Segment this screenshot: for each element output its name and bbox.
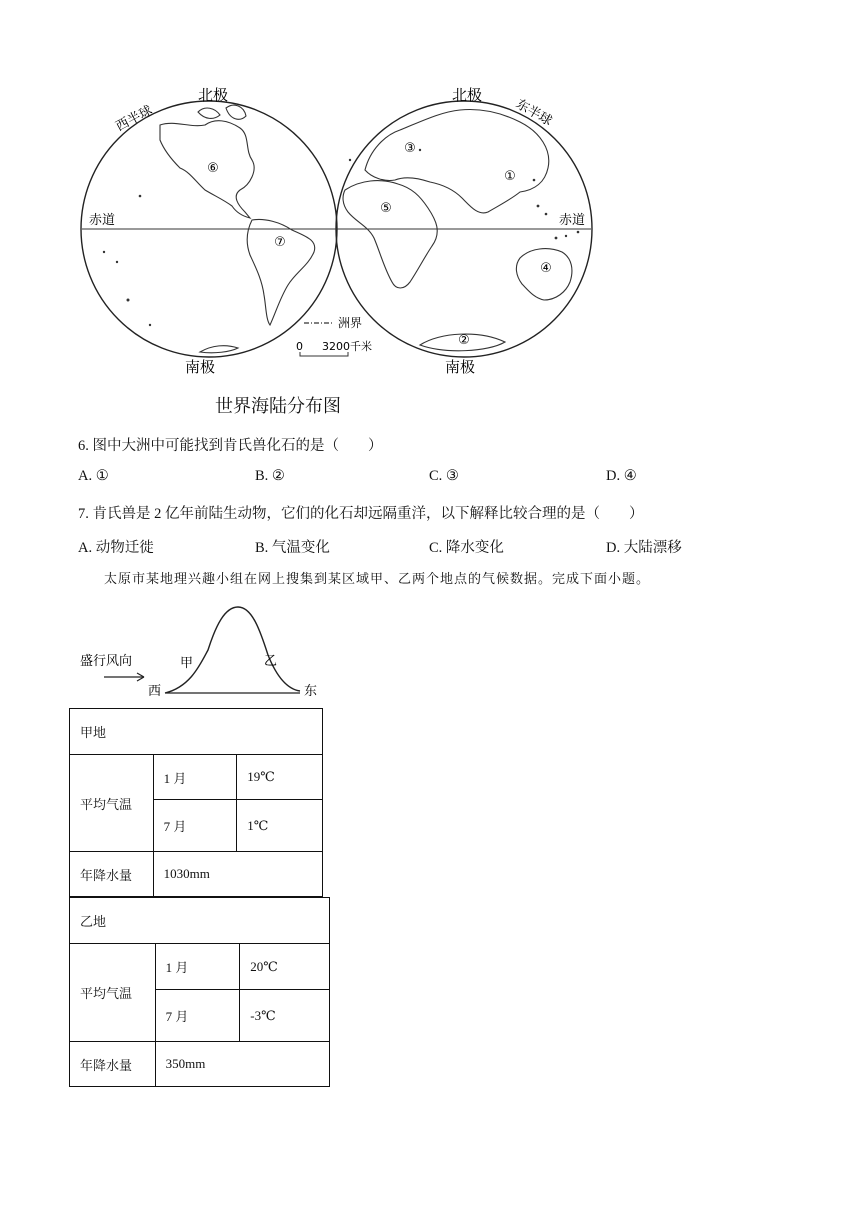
table-b-month-1: 1 月 [155,944,240,990]
table-a-precip: 1030mm [153,852,322,897]
table-a-month-1: 1 月 [153,755,237,800]
marker-2: ② [458,333,470,348]
mountain-diagram [60,595,340,705]
q7-option-d: D. 大陆漂移 [606,540,682,556]
eurasia-outline [365,110,549,213]
q7-option-c: C. 降水变化 [429,540,504,556]
west-hemisphere-label: 西半球 [113,103,156,135]
table-b-temp-7: -3℃ [240,990,330,1042]
table-b-month-7: 7 月 [155,990,240,1042]
equator-label-right: 赤道 [558,213,586,228]
world-map [0,0,860,390]
antarctica-west-outline [200,346,238,353]
asian-islands [349,149,580,240]
table-b-temp-label: 平均气温 [70,944,156,1042]
equator-label-left: 赤道 [88,213,116,228]
north-pole-label-right: 北极 [451,86,483,104]
place-a-label: 甲 [180,656,194,671]
table-b-precip: 350mm [155,1042,329,1087]
q6-option-d: D. ④ [606,468,637,484]
west-label: 西 [148,684,162,699]
africa-outline [343,181,437,288]
q7-option-b: B. 气温变化 [255,540,330,556]
table-a-temp-7: 1℃ [237,800,323,852]
table-a-title: 甲地 [70,709,323,755]
table-a-temp-label: 平均气温 [70,755,154,852]
mountain-profile [165,607,300,693]
marker-3: ③ [404,141,416,156]
intro-text: 太原市某地理兴趣小组在网上搜集到某区域甲、乙两个地点的气候数据。完成下面小题。 [104,571,651,586]
south-pole-label-right: 南极 [444,358,476,376]
marker-6: ⑥ [207,161,219,176]
table-b-precip-label: 年降水量 [70,1042,156,1087]
table-a-temp-1: 19℃ [237,755,323,800]
q6-option-b: B. ② [255,468,285,484]
climate-table-a [69,708,323,897]
marker-7: ⑦ [274,235,286,250]
q6-option-c: C. ③ [429,468,459,484]
table-b-temp-1: 20℃ [240,944,330,990]
map-caption: 世界海陆分布图 [215,396,341,416]
q6-option-a: A. ① [78,468,109,484]
question-6: 6. 图中大洲中可能找到肯氏兽化石的是（ ） [78,438,383,454]
table-a-precip-label: 年降水量 [70,852,154,897]
marker-1: ① [504,169,516,184]
south-pole-label-left: 南极 [184,358,216,376]
scale-zero: 0 [296,340,303,353]
table-b-title: 乙地 [70,898,330,944]
question-7: 7. 肯氏兽是 2 亿年前陆生动物，它们的化石却远隔重洋，以下解释比较合理的是（ ） [78,506,644,522]
q7-option-a: A. 动物迁徙 [78,540,154,556]
scale-value: 3200千米 [322,340,372,353]
marker-4: ④ [540,261,552,276]
boundary-legend-label: 洲界 [338,316,363,330]
wind-direction-label: 盛行风向 [80,654,133,669]
marker-5: ⑤ [380,201,392,216]
east-label: 东 [304,684,318,699]
place-b-label: 乙 [264,654,278,669]
table-a-month-7: 7 月 [153,800,237,852]
north-pole-label-left: 北极 [197,86,229,104]
east-hemisphere-label: 东半球 [513,96,555,130]
climate-table-b [69,897,330,1087]
